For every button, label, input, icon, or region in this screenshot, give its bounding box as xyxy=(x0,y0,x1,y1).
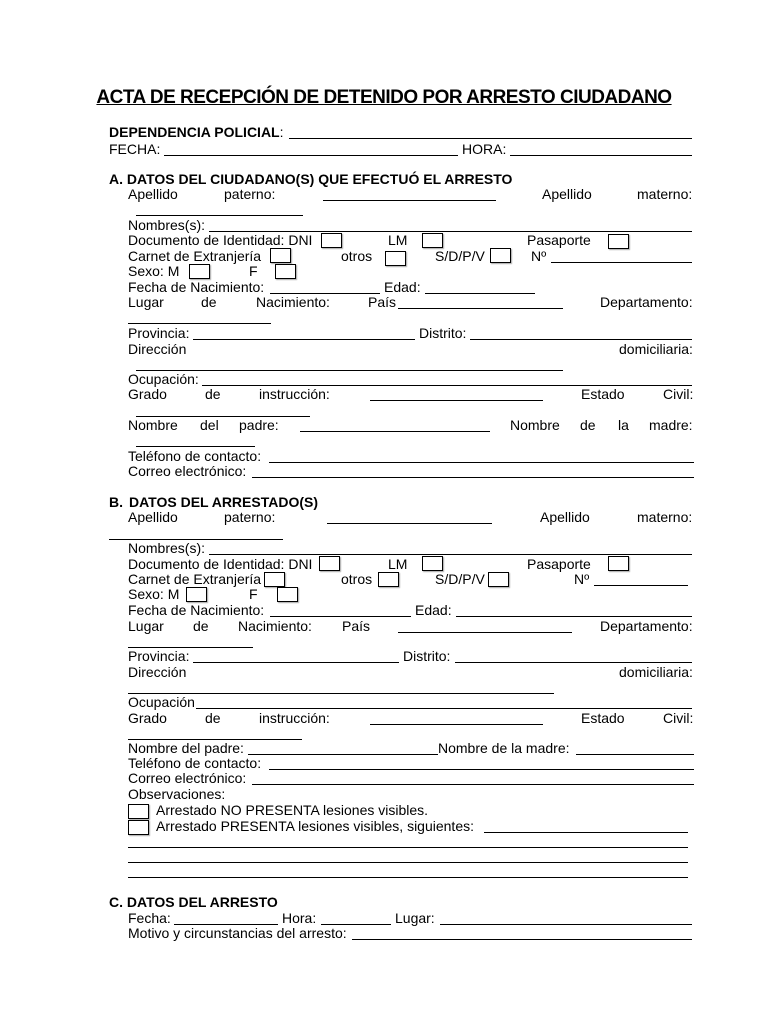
ocupacion-label: Ocupación xyxy=(128,694,195,710)
fecha-nacimiento-label: Fecha de Nacimiento: xyxy=(128,602,265,618)
nombre-madre-field[interactable] xyxy=(576,754,694,755)
distrito-field[interactable] xyxy=(470,339,692,340)
dependencia-label: DEPENDENCIA POLICIAL: xyxy=(109,124,284,140)
apellido-label: Apellido xyxy=(128,186,178,202)
nacimiento-label: Nacimiento: xyxy=(238,618,312,634)
observaciones-line[interactable] xyxy=(128,862,688,863)
fecha-nacimiento-field[interactable] xyxy=(270,616,411,617)
direccion-field[interactable] xyxy=(136,370,563,371)
nombre-madre-field[interactable] xyxy=(136,446,255,447)
telefono-label: Teléfono de contacto: xyxy=(128,755,262,771)
madre-label: madre: xyxy=(649,417,693,433)
apellido-label: Apellido xyxy=(542,186,592,202)
edad-label: Edad: xyxy=(384,279,421,295)
pasaporte-label: Pasaporte xyxy=(527,232,591,248)
si-lesiones-label: Arrestado PRESENTA lesiones visibles, siguientes: xyxy=(156,818,474,834)
numero-field[interactable] xyxy=(594,585,688,586)
otros-checkbox[interactable] xyxy=(385,251,406,266)
pasaporte-label: Pasaporte xyxy=(527,556,591,572)
edad-field[interactable] xyxy=(425,293,535,294)
materno-label: materno: xyxy=(637,509,693,525)
hora-field[interactable] xyxy=(510,155,692,156)
grado-label: Grado xyxy=(128,386,167,402)
sdpv-checkbox[interactable] xyxy=(490,248,511,263)
sexo-f-checkbox[interactable] xyxy=(275,264,296,279)
sdpv-label: S/D/P/V xyxy=(435,248,485,264)
sexo-m-checkbox[interactable] xyxy=(189,264,210,279)
sexo-m-checkbox[interactable] xyxy=(186,587,207,602)
telefono-label: Teléfono de contacto: xyxy=(128,448,262,464)
apellido-paterno-field[interactable] xyxy=(323,200,496,201)
observaciones-line[interactable] xyxy=(128,877,688,878)
nombre-madre-label: Nombre de la madre: xyxy=(438,740,570,756)
nombre-padre-field[interactable] xyxy=(300,431,490,432)
materno-label: materno: xyxy=(637,186,693,202)
provincia-field[interactable] xyxy=(193,662,399,663)
correo-field[interactable] xyxy=(252,784,694,785)
numero-label: Nº xyxy=(574,571,590,587)
nombre-padre-label: Nombre del padre: xyxy=(128,740,244,756)
arresto-lugar-label: Lugar: xyxy=(395,910,435,926)
fecha-nacimiento-label: Fecha de Nacimiento: xyxy=(128,279,265,295)
motivo-label: Motivo y circunstancias del arresto: xyxy=(128,925,347,941)
carnet-label: Carnet de Extranjería xyxy=(128,248,262,264)
edad-field[interactable] xyxy=(456,616,692,617)
otros-label: otros xyxy=(341,248,373,264)
lm-checkbox[interactable] xyxy=(422,233,443,248)
pais-field[interactable] xyxy=(398,308,563,309)
lugar-label: Lugar xyxy=(128,618,164,634)
observaciones-line[interactable] xyxy=(128,847,688,848)
arresto-lugar-field[interactable] xyxy=(440,924,692,925)
nombres-field[interactable] xyxy=(209,554,692,555)
carnet-label: Carnet de Extranjería xyxy=(128,571,262,587)
del-label: del xyxy=(200,417,219,433)
la-label: la xyxy=(618,417,629,433)
departamento-label: Departamento: xyxy=(600,618,693,634)
de-label: de xyxy=(201,294,217,310)
civil-label: Civil: xyxy=(663,710,694,726)
carnet-checkbox[interactable] xyxy=(264,572,285,587)
pais-field[interactable] xyxy=(398,632,572,633)
pais-label: País xyxy=(368,294,397,310)
de-label: de xyxy=(205,386,221,402)
nombre-padre-field[interactable] xyxy=(248,754,438,755)
nacimiento-label: Nacimiento: xyxy=(256,294,330,310)
section-a-heading: A. DATOS DEL CIUDADANO(S) QUE EFECTUÓ EL ARRESTO xyxy=(109,171,513,187)
de-label: de xyxy=(193,618,209,634)
paterno-label: paterno: xyxy=(224,186,276,202)
pasaporte-checkbox[interactable] xyxy=(608,556,629,571)
numero-field[interactable] xyxy=(551,262,692,263)
numero-label: Nº xyxy=(531,248,547,264)
motivo-field[interactable] xyxy=(352,939,692,940)
lm-label: LM xyxy=(388,556,408,572)
direccion-label: Dirección xyxy=(128,341,187,357)
domiciliaria-label: domiciliaria: xyxy=(619,341,693,357)
provincia-label: Provincia: xyxy=(128,325,190,341)
sexo-label: Sexo: M xyxy=(128,586,180,602)
documento-label: Documento de Identidad: DNI xyxy=(128,232,313,248)
fecha-field[interactable] xyxy=(164,155,458,156)
otros-label: otros xyxy=(341,571,373,587)
correo-label: Correo electrónico: xyxy=(128,770,247,786)
provincia-field[interactable] xyxy=(193,339,415,340)
hora-label: HORA: xyxy=(462,141,507,157)
apellido-label: Apellido xyxy=(128,509,178,525)
documento-label: Documento de Identidad: DNI xyxy=(128,556,313,572)
no-lesiones-checkbox[interactable] xyxy=(128,804,149,819)
dni-checkbox[interactable] xyxy=(321,233,342,248)
instruccion-label: instrucción: xyxy=(259,710,330,726)
sexo-f-checkbox[interactable] xyxy=(277,587,298,602)
apellido-label: Apellido xyxy=(540,509,590,525)
sdpv-checkbox[interactable] xyxy=(488,572,509,587)
nombres-label: Nombres(s): xyxy=(128,217,206,233)
sdpv-label: S/D/P/V xyxy=(435,571,485,587)
grado-instruccion-field[interactable] xyxy=(370,724,543,725)
paterno-label: paterno: xyxy=(224,509,276,525)
ocupacion-field[interactable] xyxy=(196,708,692,709)
sexo-f-label: F xyxy=(249,263,258,279)
observaciones-label: Observaciones: xyxy=(128,786,226,802)
de-label: de xyxy=(205,710,221,726)
dependencia-field[interactable] xyxy=(289,138,692,139)
direccion-label: Dirección xyxy=(128,664,187,680)
lugar-label: Lugar xyxy=(128,294,164,310)
nombre-label: Nombre xyxy=(510,417,560,433)
fecha-label: FECHA: xyxy=(109,141,161,157)
instruccion-label: instrucción: xyxy=(259,386,330,402)
dni-checkbox[interactable] xyxy=(319,556,340,571)
section-b-letter: B. xyxy=(109,494,123,510)
arresto-hora-label: Hora: xyxy=(282,910,317,926)
otros-checkbox[interactable] xyxy=(378,572,399,587)
correo-field[interactable] xyxy=(252,477,694,478)
telefono-field[interactable] xyxy=(269,769,694,770)
correo-label: Correo electrónico: xyxy=(128,463,247,479)
estado-label: Estado xyxy=(581,710,625,726)
section-b-heading: DATOS DEL ARRESTADO(S) xyxy=(129,494,319,510)
distrito-field[interactable] xyxy=(455,662,692,663)
estado-label: Estado xyxy=(581,386,625,402)
lesiones-field[interactable] xyxy=(484,832,688,833)
telefono-field[interactable] xyxy=(269,462,694,463)
page-title: ACTA DE RECEPCIÓN DE DETENIDO POR ARRESTO CIUDADANO xyxy=(96,87,672,108)
si-lesiones-checkbox[interactable] xyxy=(128,820,149,835)
departamento-label: Departamento: xyxy=(600,294,693,310)
sexo-label: Sexo: M xyxy=(128,263,180,279)
arresto-fecha-label: Fecha: xyxy=(128,910,171,926)
domiciliaria-label: domiciliaria: xyxy=(619,664,693,680)
lm-checkbox[interactable] xyxy=(422,556,443,571)
apellido-materno-field[interactable] xyxy=(136,215,303,216)
pasaporte-checkbox[interactable] xyxy=(608,234,629,249)
pais-label: País xyxy=(342,618,371,634)
departamento-field[interactable] xyxy=(128,323,271,324)
ocupacion-label: Ocupación: xyxy=(128,371,199,387)
sexo-f-label: F xyxy=(249,586,258,602)
edad-label: Edad: xyxy=(415,602,452,618)
carnet-checkbox[interactable] xyxy=(270,248,291,263)
grado-label: Grado xyxy=(128,710,167,726)
padre-label: padre: xyxy=(239,417,279,433)
provincia-label: Provincia: xyxy=(128,648,190,664)
distrito-label: Distrito: xyxy=(403,648,451,664)
civil-label: Civil: xyxy=(663,386,694,402)
de-label: de xyxy=(580,417,596,433)
nombre-label: Nombre xyxy=(128,417,178,433)
section-c-heading: C. DATOS DEL ARRESTO xyxy=(109,894,278,910)
grado-instruccion-field[interactable] xyxy=(370,400,543,401)
nombres-label: Nombres(s): xyxy=(128,540,206,556)
apellido-paterno-field[interactable] xyxy=(327,523,492,524)
lm-label: LM xyxy=(388,232,408,248)
no-lesiones-label: Arrestado NO PRESENTA lesiones visibles. xyxy=(156,802,429,818)
distrito-label: Distrito: xyxy=(419,325,467,341)
